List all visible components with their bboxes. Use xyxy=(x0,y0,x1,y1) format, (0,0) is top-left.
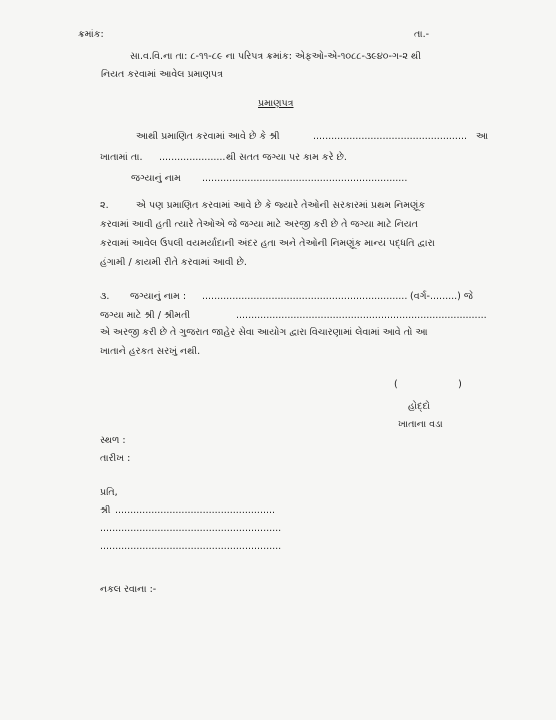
section3-line2-text: જગ્યા માટે શ્રી / શ્રીમતી xyxy=(100,310,191,321)
signature-brackets: ( ) xyxy=(394,379,462,390)
section3-line1-text: જગ્યાનું નામ : xyxy=(130,291,187,302)
section1-line2-dots: ...................... xyxy=(159,152,226,163)
address-line-3-dots: ............................................................ xyxy=(100,541,282,552)
section1-line1-end: આ xyxy=(476,131,489,142)
section1-line2-text: ખાતામાં તા. xyxy=(100,152,143,163)
section2-line3: કરવામાં આવેલ ઉપલી વયમર્યાદાની અંદર હતા અને તેઓની નિમણૂંક માન્ય પદ્ધતિ દ્વારા xyxy=(100,238,435,249)
section1-line2-end: થી સતત જગ્યા પર કામ કરે છે. xyxy=(226,152,347,163)
copy-forwarded-label: નકલ રવાના :- xyxy=(100,584,157,595)
number-label: ક્રમાંક: xyxy=(78,29,104,40)
section3-line4: ખાતાને હરકત સરખું નથી. xyxy=(100,346,201,357)
section3-line2-dots: ................................................................................... xyxy=(236,310,487,321)
shri-label: શ્રી xyxy=(100,505,111,516)
section1-line1-text: આથી પ્રમાણિત કરવામાં આવે છે કે શ્રી xyxy=(136,131,280,142)
address-line-1-dots: ..................................................... xyxy=(115,505,276,516)
section1-line3-dots: .................................................................... xyxy=(202,173,408,184)
section3-number: ૩. xyxy=(100,291,110,302)
certificate-title: પ્રમાણપત્ર xyxy=(258,98,294,109)
section2-line4: હંગામી / કાયમી રીતે કરવામાં આવી છે. xyxy=(100,257,247,268)
section2-line2: કરવામાં આવી હતી ત્યારે તેઓએ જે જગ્યા માટે અરજી કરી છે તે જગ્યા માટે નિયત xyxy=(100,219,418,230)
reference-line-2: નિયત કરવામાં આવેલ પ્રમાણપત્ર xyxy=(101,69,223,80)
address-line-2-dots: ............................................................ xyxy=(100,523,282,534)
date-label: તા.- xyxy=(414,29,430,40)
signature-designation: હોદ્દો xyxy=(408,401,431,412)
section1-line1-dots: ................................................... xyxy=(313,131,468,142)
place-label: સ્થળ : xyxy=(100,435,126,446)
section2-line1: એ પણ પ્રમાણિત કરવામાં આવે છે કે જ્યારે તેઓની સરકારમાં પ્રથમ નિમણૂંક xyxy=(136,200,426,211)
section3-class-field: (વર્ગ-.........) જે xyxy=(410,291,473,302)
section2-number: ૨. xyxy=(100,200,109,211)
to-label: પ્રતિ, xyxy=(100,487,118,498)
signature-office: ખાતાના વડા xyxy=(398,419,443,430)
section3-line1-dots: .................................................................... xyxy=(202,291,408,302)
footer-date-label: તારીખ : xyxy=(100,453,131,464)
reference-line-1: સા.વ.વિ.ના તા: ૮-૧૧-૮૯ ના પરિપત્ર ક્રમાંક: એફઓ-એ-૧૦૮૮-૩૯૪૦-ગ-૨ થી xyxy=(130,51,421,62)
section3-line3: એ અરજી કરી છે તે ગુજરાત જાહેર સેવા આયોગ દ્વારા વિચારણામાં લેવામાં આવે તો આ xyxy=(100,327,428,338)
section1-line3-text: જગ્યાનું નામ xyxy=(131,173,181,184)
